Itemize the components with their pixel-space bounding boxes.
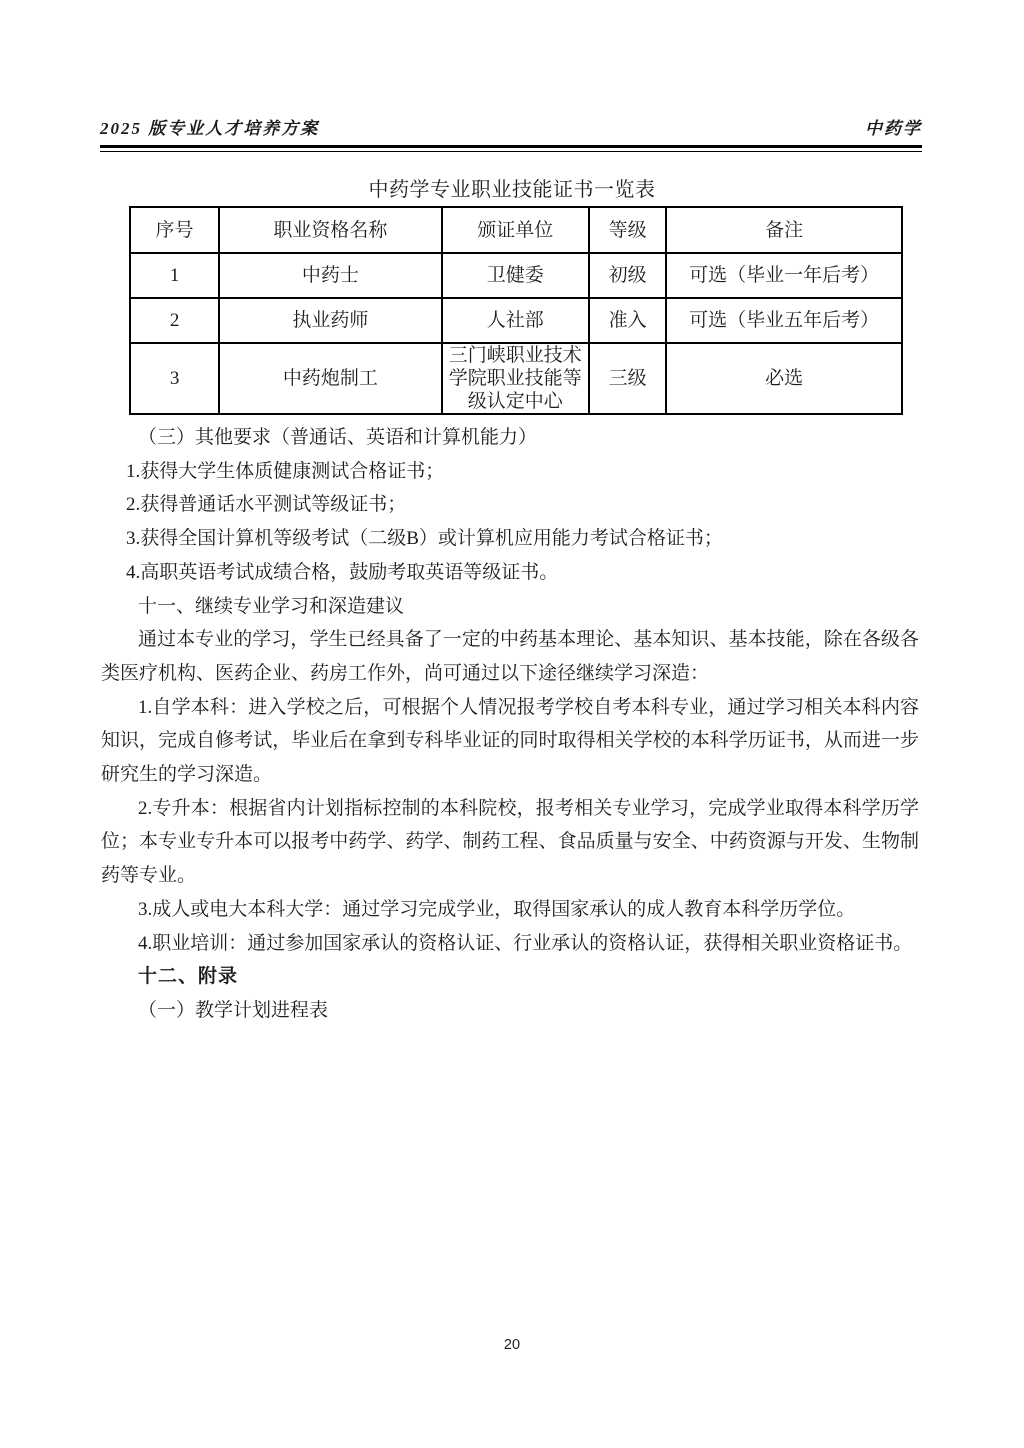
section-heading-eleven: 十一、继续专业学习和深造建议	[138, 595, 405, 617]
cell-index: 2	[130, 298, 219, 343]
paragraph: 1.自学本科：进入学校之后，可根据个人情况报考学校自考本科专业，通过学习相关本科内容知识，完成自修考试，毕业后在拿到专科毕业证的同时取得相关学校的本科学历证书，从而进一步研究生的学习深造。	[101, 696, 919, 786]
cell-name: 执业药师	[219, 298, 442, 343]
cell-remarks: 可选（毕业一年后考）	[666, 253, 902, 298]
col-header-remarks: 备注	[666, 207, 902, 253]
cell-remarks: 可选（毕业五年后考）	[666, 298, 902, 343]
cell-issuer: 三门峡职业技术学院职业技能等级认定中心	[442, 343, 589, 414]
paragraph: 4.职业培训：通过参加国家承认的资格认证、行业承认的资格认证，获得相关职业资格证书。	[138, 932, 913, 954]
col-header-issuer: 颁证单位	[442, 207, 589, 253]
header-rule-thick	[100, 145, 922, 148]
paragraph: 3.成人或电大本科大学：通过学习完成学业，取得国家承认的成人教育本科学历学位。	[138, 898, 856, 920]
cell-index: 3	[130, 343, 219, 414]
paragraph: 通过本专业的学习，学生已经具备了一定的中药基本理论、基本知识、基本技能，除在各级各类医疗机构、医药企业、药房工作外，尚可通过以下途径继续学习深造：	[101, 629, 919, 684]
list-item: 4.高职英语考试成绩合格，鼓励考取英语等级证书。	[126, 561, 559, 583]
list-item: 2.获得普通话水平测试等级证书；	[126, 494, 407, 516]
cell-index: 1	[130, 253, 219, 298]
subsection-heading-appendix: （一）教学计划进程表	[138, 999, 329, 1021]
cell-remarks: 必选	[666, 343, 902, 414]
cell-issuer: 卫健委	[442, 253, 589, 298]
cell-level: 准入	[589, 298, 667, 343]
table-row	[130, 343, 902, 414]
list-item: 3.获得全国计算机等级考试（二级B）或计算机应用能力考试合格证书；	[126, 528, 723, 550]
table-row	[130, 253, 902, 298]
section-heading-twelve: 十二、附录	[138, 966, 239, 988]
table-title: 中药学专业职业技能证书一览表	[368, 179, 656, 201]
certificate-table	[129, 206, 903, 415]
col-header-index: 序号	[130, 207, 219, 253]
header-rule-thin	[100, 151, 922, 152]
list-item: 1.获得大学生体质健康测试合格证书；	[126, 460, 445, 482]
subsection-heading-other-requirements: （三）其他要求（普通话、英语和计算机能力）	[138, 427, 538, 448]
cell-level: 三级	[589, 343, 667, 414]
header-left-title: 2025 版专业人才培养方案	[100, 119, 320, 138]
cell-name: 中药士	[219, 253, 442, 298]
table-header-row	[130, 207, 902, 253]
page-header	[100, 114, 922, 139]
col-header-name: 职业资格名称	[219, 207, 442, 253]
paragraph: 2.专升本：根据省内计划指标控制的本科院校，报考相关专业学习，完成学业取得本科学历学位；本专业专升本可以报考中药学、药学、制药工程、食品质量与安全、中药资源与开发、生物制药等专业。	[101, 797, 919, 887]
body-text	[101, 421, 919, 1028]
cell-issuer: 人社部	[442, 298, 589, 343]
col-header-level: 等级	[589, 207, 667, 253]
cell-name: 中药炮制工	[219, 343, 442, 414]
page-number: 20	[503, 1337, 521, 1353]
header-right-title: 中药学	[865, 119, 922, 138]
cell-level: 初级	[589, 253, 667, 298]
table-row	[130, 298, 902, 343]
